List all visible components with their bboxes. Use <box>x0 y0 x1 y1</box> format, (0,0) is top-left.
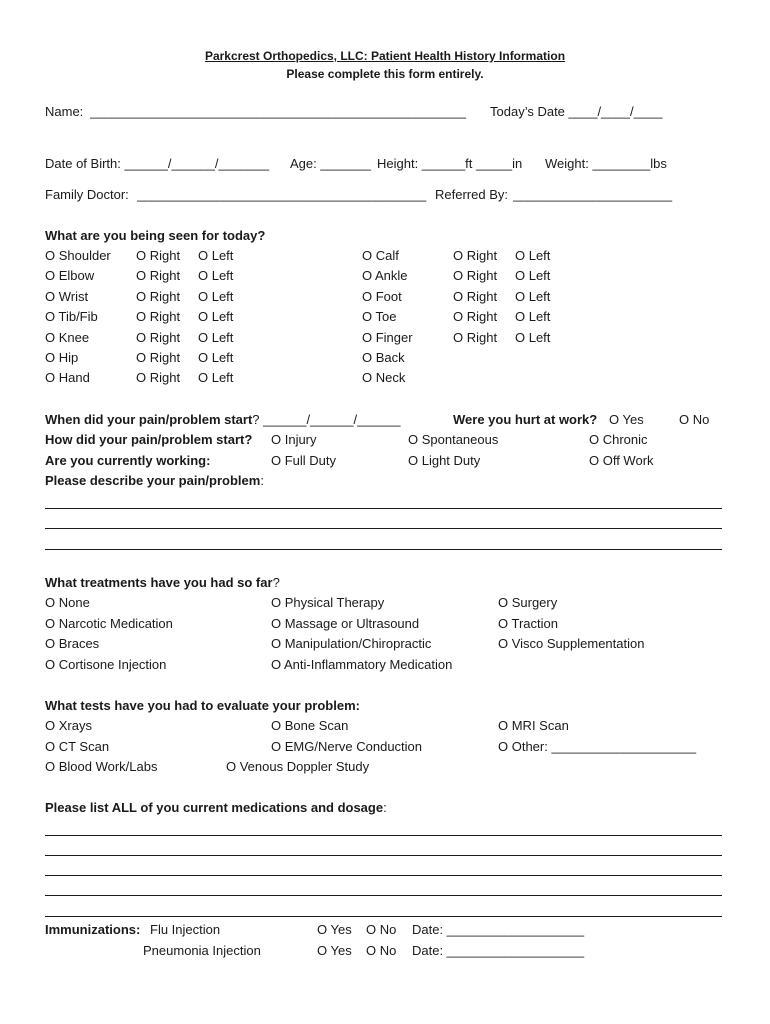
side-left-option[interactable]: O Left <box>515 289 551 304</box>
problem-start-field[interactable]: ? ______/______/______ <box>252 412 401 427</box>
pneumonia-injection-label: Pneumonia Injection <box>143 943 261 958</box>
xrays-option[interactable]: O Xrays <box>45 718 92 733</box>
treatment-option[interactable]: O Physical Therapy <box>271 595 385 610</box>
part-option[interactable]: O Foot <box>362 289 402 304</box>
weight-field[interactable]: Weight: ________lbs <box>545 156 667 171</box>
treatment-option[interactable]: O Visco Supplementation <box>498 636 645 651</box>
treatment-option[interactable]: O Anti-Inflammatory Medication <box>271 657 453 672</box>
side-left-option[interactable]: O Left <box>515 248 551 263</box>
medication-line[interactable] <box>45 895 722 896</box>
hurt-at-work-yes[interactable]: O Yes <box>609 412 644 427</box>
side-right-option[interactable]: O Right <box>136 248 181 263</box>
treatment-option[interactable]: O Massage or Ultrasound <box>271 616 420 631</box>
side-right-option[interactable]: O Right <box>136 350 181 365</box>
part-option[interactable]: O Shoulder <box>45 248 111 263</box>
treatment-option[interactable]: O Traction <box>498 616 558 631</box>
medication-line[interactable] <box>45 835 722 836</box>
describe-line[interactable] <box>45 528 722 529</box>
pneumonia-no-option[interactable]: O No <box>366 943 397 958</box>
referred-by-field[interactable]: ______________________ <box>513 187 673 202</box>
part-option[interactable]: O Hand <box>45 370 90 385</box>
side-left-option[interactable]: O Left <box>198 370 234 385</box>
medication-line[interactable] <box>45 875 722 876</box>
mri-option[interactable]: O MRI Scan <box>498 718 569 733</box>
full-duty-option[interactable]: O Full Duty <box>271 453 337 468</box>
part-option[interactable]: O Neck <box>362 370 406 385</box>
referred-by-label: Referred By: <box>435 187 508 202</box>
name-field[interactable]: ____________________________________________________ <box>90 104 466 119</box>
form-title: Parkcrest Orthopedics, LLC: Patient Health History Information <box>204 49 566 63</box>
side-right-option[interactable]: O Right <box>136 268 181 283</box>
part-option[interactable]: O Finger <box>362 330 413 345</box>
height-field[interactable]: Height: ______ft _____in <box>377 156 523 171</box>
flu-no-option[interactable]: O No <box>366 922 397 937</box>
part-option[interactable]: O Elbow <box>45 268 95 283</box>
flu-injection-label: Flu Injection <box>150 922 221 937</box>
side-left-option[interactable]: O Left <box>515 268 551 283</box>
side-left-option[interactable]: O Left <box>515 330 551 345</box>
side-right-option[interactable]: O Right <box>136 370 181 385</box>
venous-doppler-option[interactable]: O Venous Doppler Study <box>226 759 370 774</box>
immunizations-label: Immunizations: <box>45 922 141 937</box>
bone-scan-option[interactable]: O Bone Scan <box>271 718 349 733</box>
part-option[interactable]: O Ankle <box>362 268 408 283</box>
problem-start-label: When did your pain/problem start <box>45 412 253 427</box>
side-right-option[interactable]: O Right <box>136 330 181 345</box>
pneumonia-yes-option[interactable]: O Yes <box>317 943 352 958</box>
how-start-label: How did your pain/problem start? <box>45 432 253 447</box>
side-right-option[interactable]: O Right <box>453 289 498 304</box>
side-right-option[interactable]: O Right <box>453 248 498 263</box>
part-option[interactable]: O Wrist <box>45 289 89 304</box>
medications-colon: : <box>383 800 387 815</box>
side-right-option[interactable]: O Right <box>453 330 498 345</box>
dob-field[interactable]: Date of Birth: ______/______/_______ <box>45 156 270 171</box>
other-test-option[interactable]: O Other: ____________________ <box>498 739 697 754</box>
treatment-option[interactable]: O Manipulation/Chiropractic <box>271 636 432 651</box>
pneumonia-date-field[interactable]: Date: ___________________ <box>412 943 585 958</box>
part-option[interactable]: O Knee <box>45 330 90 345</box>
treatment-option[interactable]: O Cortisone Injection <box>45 657 167 672</box>
medication-line[interactable] <box>45 855 722 856</box>
side-right-option[interactable]: O Right <box>453 309 498 324</box>
light-duty-option[interactable]: O Light Duty <box>408 453 481 468</box>
treatments-heading: What treatments have you had so far <box>45 575 273 590</box>
part-option[interactable]: O Hip <box>45 350 79 365</box>
hurt-at-work-label: Were you hurt at work? <box>453 412 598 427</box>
describe-line[interactable] <box>45 508 722 509</box>
part-option[interactable]: O Back <box>362 350 405 365</box>
emg-option[interactable]: O EMG/Nerve Conduction <box>271 739 423 754</box>
part-option[interactable]: O Calf <box>362 248 399 263</box>
treatments-heading-q: ? <box>272 575 280 590</box>
flu-date-field[interactable]: Date: ___________________ <box>412 922 585 937</box>
todays-date-field[interactable]: Today’s Date ____/____/____ <box>490 104 663 119</box>
part-option[interactable]: O Tib/Fib <box>45 309 98 324</box>
blood-work-option[interactable]: O Blood Work/Labs <box>45 759 158 774</box>
treatment-option[interactable]: O Narcotic Medication <box>45 616 173 631</box>
part-option[interactable]: O Toe <box>362 309 397 324</box>
describe-label: Please describe your pain/problem <box>45 473 261 488</box>
side-left-option[interactable]: O Left <box>198 248 234 263</box>
side-left-option[interactable]: O Left <box>515 309 551 324</box>
tests-heading: What tests have you had to evaluate your problem: <box>45 698 360 713</box>
side-right-option[interactable]: O Right <box>136 309 181 324</box>
describe-colon: : <box>260 473 264 488</box>
flu-yes-option[interactable]: O Yes <box>317 922 352 937</box>
off-work-option[interactable]: O Off Work <box>589 453 654 468</box>
age-field[interactable]: Age: _______ <box>290 156 371 171</box>
form-subtitle: Please complete this form entirely. <box>286 67 484 81</box>
treatment-option[interactable]: O Surgery <box>498 595 558 610</box>
side-left-option[interactable]: O Left <box>198 289 234 304</box>
treatment-option[interactable]: O None <box>45 595 90 610</box>
side-left-option[interactable]: O Left <box>198 309 234 324</box>
side-right-option[interactable]: O Right <box>136 289 181 304</box>
ct-option[interactable]: O CT Scan <box>45 739 110 754</box>
medication-line[interactable] <box>45 916 722 917</box>
seen-for-heading: What are you being seen for today? <box>45 228 266 243</box>
hurt-at-work-no[interactable]: O No <box>679 412 710 427</box>
working-label: Are you currently working: <box>45 453 211 468</box>
side-left-option[interactable]: O Left <box>198 268 234 283</box>
describe-line[interactable] <box>45 549 722 550</box>
side-left-option[interactable]: O Left <box>198 330 234 345</box>
injury-option[interactable]: O Injury <box>271 432 317 447</box>
side-right-option[interactable]: O Right <box>453 268 498 283</box>
side-left-option[interactable]: O Left <box>198 350 234 365</box>
medications-heading: Please list ALL of you current medications and dosage <box>45 800 384 815</box>
family-doctor-field[interactable]: ________________________________________ <box>137 187 427 202</box>
treatment-option[interactable]: O Braces <box>45 636 100 651</box>
family-doctor-label: Family Doctor: <box>45 187 129 202</box>
name-label: Name: <box>45 104 84 119</box>
spontaneous-option[interactable]: O Spontaneous <box>408 432 499 447</box>
chronic-option[interactable]: O Chronic <box>589 432 648 447</box>
